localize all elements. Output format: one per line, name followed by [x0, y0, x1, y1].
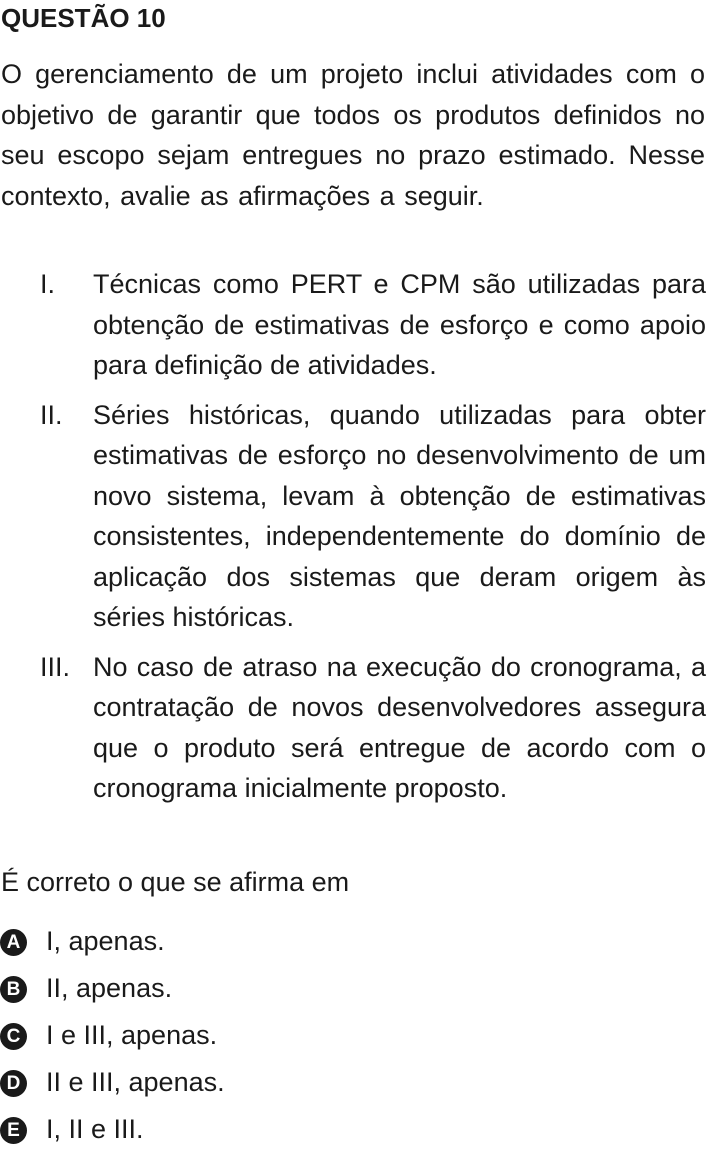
question-prompt: É correto o que se afirma em: [1, 867, 350, 897]
option-letter-badge: C: [0, 1023, 27, 1050]
answer-option-d[interactable]: [0, 1061, 708, 1108]
option-text: II e III, apenas.: [46, 1067, 225, 1097]
answer-options: [0, 920, 708, 1155]
statement-text: No caso de atraso na execução do cronograma, a contratação de novos desenvolvedores assegura que o produto será entregue de acordo com o cronograma inicialmente proposto.: [93, 651, 706, 803]
answer-option-a[interactable]: [0, 920, 708, 967]
statement-item: [0, 647, 708, 809]
statement-item: [0, 264, 708, 386]
option-text: I, II e III.: [46, 1114, 144, 1144]
statement-text: Séries históricas, quando utilizadas para obter estimativas de esforço no desenvolvimento de um novo sistema, levam à obtenção de estimativas consistentes, independentemente do domínio de aplicação dos sistemas que deram origem às séries históricas.: [93, 399, 706, 632]
statement-numeral: II.: [40, 399, 63, 430]
option-text: II, apenas.: [46, 973, 173, 1003]
option-text: I e III, apenas.: [46, 1020, 218, 1050]
statement-text: Técnicas como PERT e CPM são utilizadas para obtenção de estimativas de esforço e como apoio para definição de atividades.: [93, 269, 706, 380]
option-letter-badge: E: [0, 1117, 27, 1144]
answer-option-b[interactable]: [0, 967, 708, 1014]
statement-item: [0, 395, 708, 638]
answer-option-c[interactable]: [0, 1014, 708, 1061]
option-letter-badge: A: [0, 929, 27, 956]
option-text: I, apenas.: [46, 926, 165, 956]
answer-option-e[interactable]: [0, 1108, 708, 1155]
statement-list: [0, 264, 708, 818]
question-title: QUESTÃO 10: [1, 3, 166, 33]
statement-numeral: III.: [40, 651, 71, 682]
option-letter-badge: D: [0, 1070, 27, 1097]
option-letter-badge: B: [0, 976, 27, 1003]
question-intro: O gerenciamento de um projeto inclui atividades com o objetivo de garantir que todos os produtos definidos no seu escopo sejam entregues no prazo estimado. Nesse contexto, avalie as afirmações a seguir.: [1, 59, 705, 211]
statement-numeral: I.: [40, 269, 56, 299]
